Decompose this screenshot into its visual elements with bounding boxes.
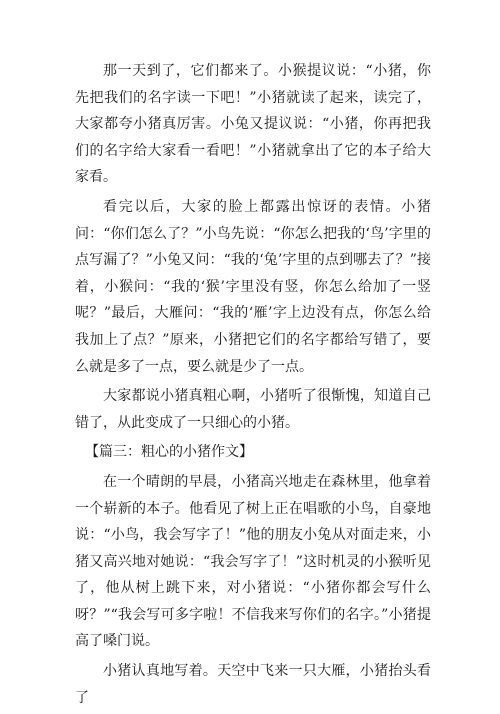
section-heading: 【篇三：粗心的小猪作文】 [85,444,253,461]
document-body [75,58,431,714]
paragraph: 在一个晴朗的早晨，小猪高兴地走在森林里，他拿着一个崭新的本子。他看见了树上正在唱歌的小鸟，自豪地说：“小鸟，我会写字了！”他的朋友小兔从对面走来，小猪又高兴地对她说：“我会写字了！”这时机灵的小猴听见了，他从树上跳下来，对小猪说：“小猪你都会写什么呀？”“我会写可多字啦！不信我来写你们的名字。”小猪提高了嗓门说。 [75,473,431,650]
paragraph: 那一天到了，它们都来了。小猴提议说：“小猪，你先把我们的名字读一下吧！”小猪就读了起来，读完了，大家都夸小猪真厉害。小兔又提议说：“小猪，你再把我们的名字给大家看一看吧！”小猪就拿出了它的本子给大家看。 [75,63,431,186]
paragraph: 看完以后，大家的脸上都露出惊讶的表情。小猪问：“你们怎么了？”小鸟先说：“你怎么把我的‘鸟’字里的点写漏了？”小兔又问：“我的‘兔’字里的点到哪去了？”接着，小猴问：“我的‘猴’字里没有竖，你怎么给加了一竖呢？”最后，大雁问：“我的‘雁’字上边没有点，你怎么给我加上了点？”原来，小猪把它们的名字都给写错了，要么就是多了一点，要么就是少了一点。 [75,198,431,375]
paragraph: 小猪认真地写着。天空中飞来一只大雁，小猪抬头看了 [75,663,431,706]
paragraph: 大家都说小猪真粗心啊，小猪听了很惭愧，知道自己错了，从此变成了一只细心的小猪。 [75,388,431,431]
